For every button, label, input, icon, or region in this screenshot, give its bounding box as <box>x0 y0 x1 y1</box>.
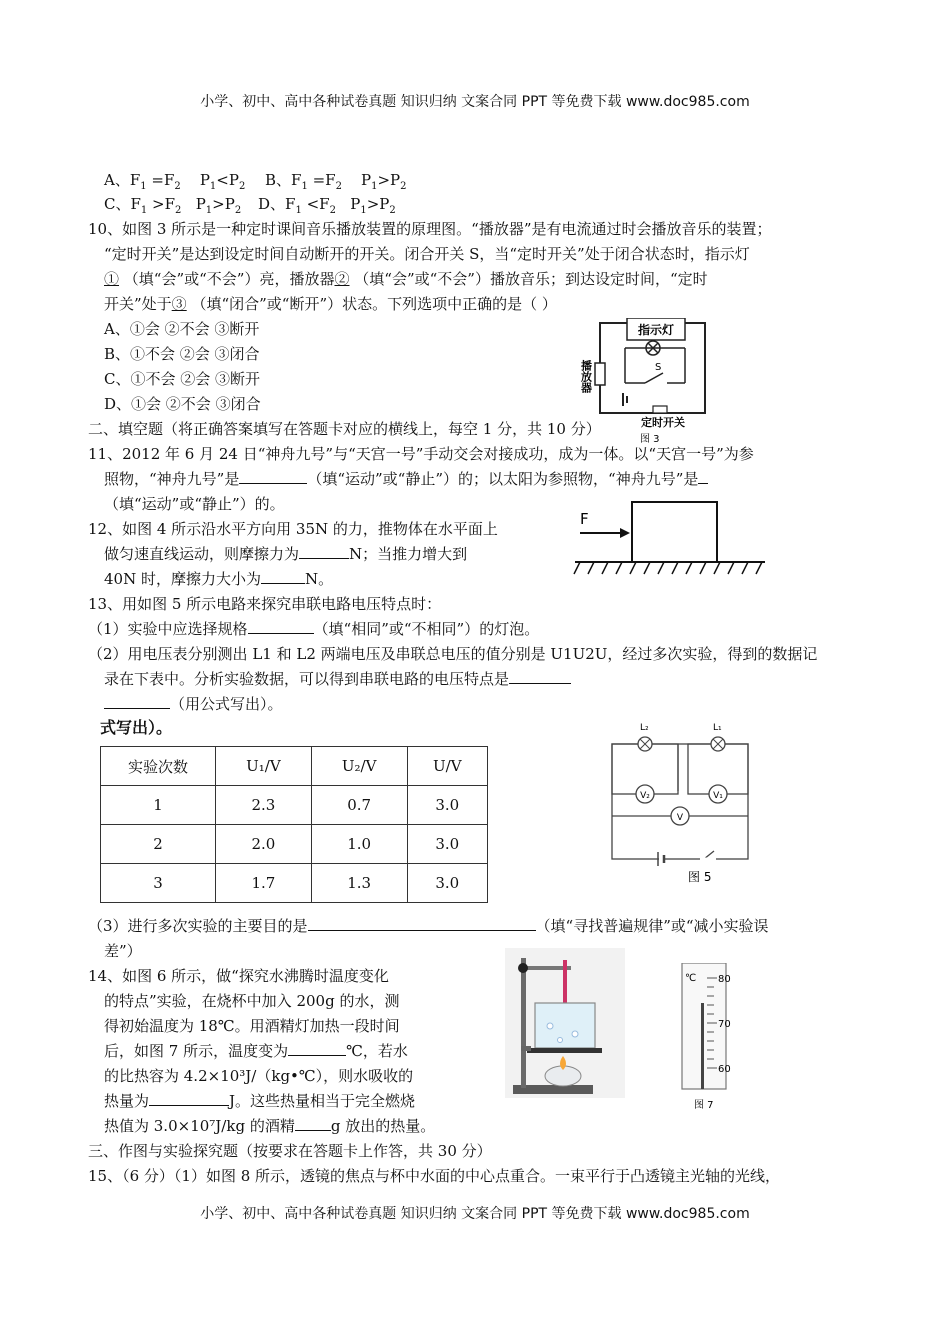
table-cell: 3.0 <box>407 825 487 864</box>
table-header-cell: U₂/V <box>311 747 407 786</box>
q10-blank-2: ② <box>334 270 350 288</box>
table-cell: 2.0 <box>216 825 312 864</box>
q13-line6: （3）进行多次实验的主要目的是 （填“寻找普遍规律”或“减小实验误 <box>88 917 769 935</box>
table-header-cell: U₁/V <box>216 747 312 786</box>
q15-line1: 15、（6 分）（1）如图 8 所示，透镜的焦点与杯中水面的中心点重合。一束平行于凸透镜主光轴的光线， <box>88 1167 781 1185</box>
q10-line4: 开关”处于③ （填“闭合”或“断开”）状态。下列选项中正确的是（ ） <box>104 295 557 313</box>
q9-option-d: D、$F_1 <F_2$ $P_1>P_2$ <box>258 195 396 216</box>
fig3-timer-label: 定时开关 <box>641 416 685 429</box>
q9-option-b: B、$F_1 =F_2$ $P_1>P_2$ <box>265 171 407 192</box>
q10-blank-3: ③ <box>171 295 187 313</box>
q13-blank-2 <box>509 669 571 684</box>
q11-blank-1 <box>239 469 307 484</box>
table-cell: 2 <box>101 825 216 864</box>
q14-line3: 得初始温度为 18℃。用酒精灯加热一段时间 <box>104 1017 400 1035</box>
q11-line2: 照物，“神舟九号”是 （填“运动”或“静止”）的；以太阳为参照物，“神舟九号”是 <box>104 469 708 489</box>
table-cell: 1.7 <box>216 864 312 903</box>
table-cell: 1.0 <box>311 825 407 864</box>
q13-line3: （2）用电压表分别测出 L1 和 L2 两端电压及串联总电压的值分别是 U1U2U，经过多次实验，得到的数据记 <box>88 645 818 663</box>
table-row <box>101 786 488 825</box>
q12-line3: 40N 时，摩擦力大小为 N。 <box>104 570 334 588</box>
q13-line4: 录在下表中。分析实验数据，可以得到串联电路的电压特点是 <box>104 669 571 689</box>
table-header-row <box>101 747 488 786</box>
table-cell: 3 <box>101 864 216 903</box>
q13-blank-4 <box>308 916 536 931</box>
figure-6-apparatus <box>505 948 625 1098</box>
section-3-heading: 三、作图与实验探究题（按要求在答题卡上作答，共 30 分） <box>88 1142 492 1160</box>
q14-line2: 的特点”实验，在烧杯中加入 200g 的水，测 <box>104 992 400 1010</box>
q10-option-b: B、①不会 ②会 ③闭合 <box>104 345 260 363</box>
q13-blank-1 <box>248 619 314 634</box>
q10-line3: ① （填“会”或“不会”）亮，播放器② （填“会”或“不会”）播放音乐；到达设定时间，“定时 <box>104 270 708 288</box>
q13-line2: （1）实验中应选择规格 （填“相同”或“不相同”）的灯泡。 <box>88 620 540 638</box>
fig7-unit-label: ℃ <box>685 973 697 984</box>
fig5-v1-label: V₁ <box>713 791 723 801</box>
fig7-tick-70: 70 <box>718 1019 731 1030</box>
force-label: F <box>580 510 589 528</box>
fig5-l2-label: L₂ <box>640 723 649 733</box>
table-cell: 0.7 <box>311 786 407 825</box>
q12-line2: 做匀速直线运动，则摩擦力为 N；当推力增大到 <box>104 545 468 563</box>
q13-line5: （用公式写出）。 <box>104 694 283 714</box>
q11-line1: 11、2012 年 6 月 24 日“神舟九号”与“天宫一号”手动交会对接成功，成为一体。以“天宫一号”为参 <box>88 445 754 463</box>
fig5-caption: 图 5 <box>688 870 712 884</box>
q13-blank-3 <box>104 694 170 709</box>
fig7-caption: 图 7 <box>694 1100 714 1111</box>
figure-4-block <box>570 496 770 580</box>
q10-line1: 10、如图 3 所示是一种定时课间音乐播放装置的原理图。“播放器”是有电流通过时会播放音乐的装置； <box>88 220 772 238</box>
table-header-cell: U/V <box>407 747 487 786</box>
q14-blank-3 <box>295 1116 331 1131</box>
q14-line1: 14、如图 6 所示，做“探究水沸腾时温度变化 <box>88 967 389 985</box>
q12-line1: 12、如图 4 所示沿水平方向用 35N 的力，推物体在水平面上 <box>88 520 498 538</box>
figure-5-circuit <box>600 716 760 891</box>
q13-line1: 13、用如图 5 所示电路来探究串联电路电压特点时： <box>88 595 442 613</box>
table-row <box>101 864 488 903</box>
table-cell: 2.3 <box>216 786 312 825</box>
q12-blank-1 <box>299 544 349 559</box>
q10-option-c: C、①不会 ②会 ③断开 <box>104 370 261 388</box>
table-row <box>101 825 488 864</box>
q14-blank-1 <box>288 1041 346 1056</box>
q10-blank-1: ① <box>104 270 120 288</box>
q14-line6: 热量为 J。这些热量相当于完全燃烧 <box>104 1092 416 1110</box>
q14-line7: 热值为 3.0×10⁷J/kg 的酒精 g 放出的热量。 <box>104 1117 436 1135</box>
table-cell: 1.3 <box>311 864 407 903</box>
fig7-tick-60: 60 <box>718 1064 731 1075</box>
q9-option-a: A、$F_1 =F_2$ $P_1<P_2$ <box>104 171 246 192</box>
figure-7-thermometer <box>672 963 752 1113</box>
fig5-v-label: V <box>676 813 684 823</box>
table-cell: 1 <box>101 786 216 825</box>
section-2-heading: 二、填空题（将正确答案填写在答题卡对应的横线上，每空 1 分，共 10 分） <box>88 420 601 438</box>
q14-line4: 后，如图 7 所示，温度变为 ℃，若水 <box>104 1042 408 1060</box>
q9-option-c: C、$F_1 >F_2$ $P_1>P_2$ <box>104 195 242 216</box>
fig3-lamp-label: 指示灯 <box>637 323 675 337</box>
q14-line5: 的比热容为 4.2×10³J/（kg•℃），则水吸收的 <box>104 1067 414 1085</box>
page-footer: 小学、初中、高中各种试卷真题 知识归纳 文案合同 PPT 等免费下载 www.doc985.com <box>200 1206 750 1222</box>
table-header-cell: 实验次数 <box>101 747 216 786</box>
table-cell: 3.0 <box>407 864 487 903</box>
fig7-tick-80: 80 <box>718 974 731 985</box>
fig3-caption: 图 3 <box>640 434 660 445</box>
fig5-l1-label: L₁ <box>713 723 722 733</box>
page-header: 小学、初中、高中各种试卷真题 知识归纳 文案合同 PPT 等免费下载 www.doc985.com <box>200 94 750 110</box>
table-cell: 3.0 <box>407 786 487 825</box>
fig3-switch-label: S <box>655 362 662 373</box>
q13-data-table <box>100 746 488 903</box>
q10-line2: “定时开关”是达到设定时间自动断开的开关。闭合开关 S，当“定时开关”处于闭合状态时，指示灯 <box>104 245 750 263</box>
q14-blank-2 <box>149 1091 229 1106</box>
q12-blank-2 <box>261 569 305 584</box>
fig5-v2-label: V₂ <box>640 791 650 801</box>
q11-blank-2 <box>698 469 708 484</box>
q11-line3: （填“运动”或“静止”）的。 <box>104 495 285 513</box>
q13-line7: 差”） <box>104 942 142 960</box>
q10-option-d: D、①会 ②不会 ③闭合 <box>104 395 261 413</box>
scan-caption: 式写出）。 <box>100 718 173 737</box>
q10-option-a: A、①会 ②不会 ③断开 <box>104 320 260 338</box>
fig3-player-label: 播放器 <box>579 360 593 393</box>
